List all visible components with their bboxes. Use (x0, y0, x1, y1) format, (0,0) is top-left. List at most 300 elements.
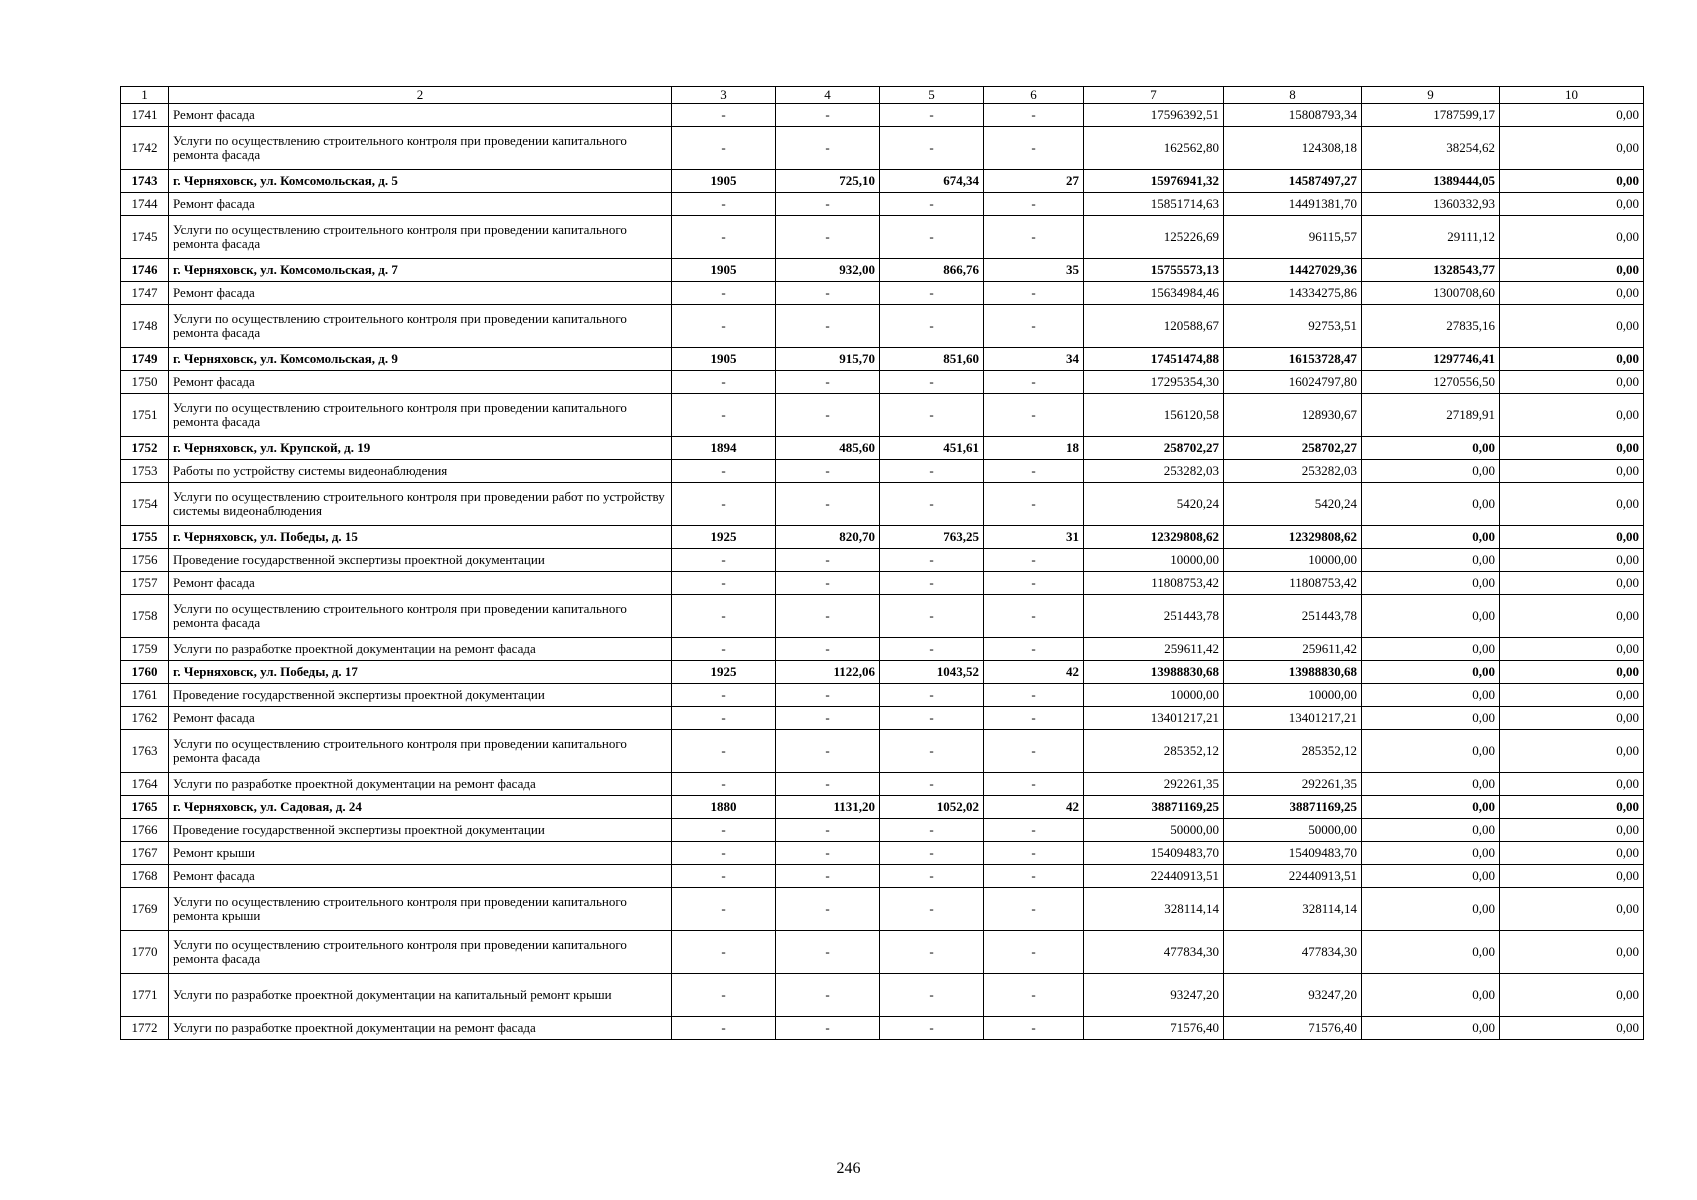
row-number-cell: 1761 (121, 684, 169, 707)
item-name-cell: Ремонт фасада (169, 707, 672, 730)
col7-cell: 258702,27 (1084, 437, 1224, 460)
column-header: 10 (1500, 87, 1644, 104)
col10-cell: 0,00 (1500, 796, 1644, 819)
col4-cell: - (776, 483, 880, 526)
col9-cell: 0,00 (1362, 460, 1500, 483)
col7-cell: 125226,69 (1084, 216, 1224, 259)
col8-cell: 14334275,86 (1224, 282, 1362, 305)
row-number-cell: 1741 (121, 104, 169, 127)
row-number-cell: 1767 (121, 842, 169, 865)
col7-cell: 93247,20 (1084, 974, 1224, 1017)
col5-cell: - (880, 572, 984, 595)
col6-cell: - (984, 127, 1084, 170)
col7-cell: 15976941,32 (1084, 170, 1224, 193)
col9-cell: 0,00 (1362, 888, 1500, 931)
col6-cell: - (984, 684, 1084, 707)
col8-cell: 11808753,42 (1224, 572, 1362, 595)
work-item-row (121, 1017, 1644, 1040)
address-row (121, 170, 1644, 193)
col5-cell: - (880, 730, 984, 773)
col10-cell: 0,00 (1500, 526, 1644, 549)
col3-cell: - (672, 216, 776, 259)
col5-cell: - (880, 483, 984, 526)
col6-cell: - (984, 888, 1084, 931)
col4-cell: 820,70 (776, 526, 880, 549)
col7-cell: 259611,42 (1084, 638, 1224, 661)
item-name-cell: Ремонт фасада (169, 865, 672, 888)
column-header: 4 (776, 87, 880, 104)
col3-cell: - (672, 684, 776, 707)
col10-cell: 0,00 (1500, 707, 1644, 730)
col4-cell: 915,70 (776, 348, 880, 371)
col10-cell: 0,00 (1500, 127, 1644, 170)
col8-cell: 10000,00 (1224, 684, 1362, 707)
col3-cell: - (672, 865, 776, 888)
col6-cell: - (984, 595, 1084, 638)
col6-cell: - (984, 773, 1084, 796)
work-item-row (121, 483, 1644, 526)
col5-cell: - (880, 216, 984, 259)
row-number-cell: 1758 (121, 595, 169, 638)
col8-cell: 16153728,47 (1224, 348, 1362, 371)
row-number-cell: 1747 (121, 282, 169, 305)
col6-cell: - (984, 549, 1084, 572)
col10-cell: 0,00 (1500, 483, 1644, 526)
item-name-cell: Ремонт фасада (169, 371, 672, 394)
row-number-cell: 1764 (121, 773, 169, 796)
work-item-row (121, 931, 1644, 974)
col7-cell: 5420,24 (1084, 483, 1224, 526)
col10-cell: 0,00 (1500, 305, 1644, 348)
col8-cell: 15808793,34 (1224, 104, 1362, 127)
col9-cell: 0,00 (1362, 572, 1500, 595)
col5-cell: - (880, 684, 984, 707)
col10-cell: 0,00 (1500, 595, 1644, 638)
row-number-cell: 1748 (121, 305, 169, 348)
row-number-cell: 1743 (121, 170, 169, 193)
item-name-cell: Ремонт фасада (169, 193, 672, 216)
col8-cell: 96115,57 (1224, 216, 1362, 259)
col7-cell: 50000,00 (1084, 819, 1224, 842)
col3-cell: - (672, 931, 776, 974)
col5-cell: - (880, 819, 984, 842)
col6-cell: - (984, 193, 1084, 216)
item-name-cell: Ремонт фасада (169, 572, 672, 595)
work-item-row (121, 730, 1644, 773)
col10-cell: 0,00 (1500, 193, 1644, 216)
col3-cell: - (672, 638, 776, 661)
work-item-row (121, 104, 1644, 127)
col9-cell: 0,00 (1362, 865, 1500, 888)
address-row (121, 437, 1644, 460)
page-number: 246 (836, 1160, 861, 1177)
col6-cell: - (984, 104, 1084, 127)
work-item-row (121, 127, 1644, 170)
col8-cell: 15409483,70 (1224, 842, 1362, 865)
col7-cell: 17295354,30 (1084, 371, 1224, 394)
col4-cell: - (776, 819, 880, 842)
col9-cell: 0,00 (1362, 931, 1500, 974)
work-item-row (121, 193, 1644, 216)
col7-cell: 292261,35 (1084, 773, 1224, 796)
item-name-cell: Проведение государственной экспертизы проектной документации (169, 549, 672, 572)
item-name-cell: г. Черняховск, ул. Комсомольская, д. 9 (169, 348, 672, 371)
col3-cell: 1905 (672, 259, 776, 282)
col6-cell: - (984, 974, 1084, 1017)
item-name-cell: г. Черняховск, ул. Победы, д. 17 (169, 661, 672, 684)
col9-cell: 0,00 (1362, 684, 1500, 707)
col8-cell: 10000,00 (1224, 549, 1362, 572)
col4-cell: - (776, 842, 880, 865)
col5-cell: 451,61 (880, 437, 984, 460)
col10-cell: 0,00 (1500, 460, 1644, 483)
col10-cell: 0,00 (1500, 842, 1644, 865)
col7-cell: 17596392,51 (1084, 104, 1224, 127)
col8-cell: 13988830,68 (1224, 661, 1362, 684)
col8-cell: 292261,35 (1224, 773, 1362, 796)
col8-cell: 14427029,36 (1224, 259, 1362, 282)
col3-cell: - (672, 394, 776, 437)
column-header: 1 (121, 87, 169, 104)
work-item-row (121, 707, 1644, 730)
row-number-cell: 1756 (121, 549, 169, 572)
col10-cell: 0,00 (1500, 216, 1644, 259)
col8-cell: 50000,00 (1224, 819, 1362, 842)
col10-cell: 0,00 (1500, 730, 1644, 773)
col3-cell: - (672, 305, 776, 348)
row-number-cell: 1745 (121, 216, 169, 259)
col4-cell: - (776, 974, 880, 1017)
col5-cell: - (880, 595, 984, 638)
col10-cell: 0,00 (1500, 819, 1644, 842)
col4-cell: - (776, 394, 880, 437)
col6-cell: - (984, 282, 1084, 305)
work-item-row (121, 595, 1644, 638)
item-name-cell: Ремонт фасада (169, 282, 672, 305)
row-number-cell: 1751 (121, 394, 169, 437)
work-item-row (121, 684, 1644, 707)
col7-cell: 285352,12 (1084, 730, 1224, 773)
col9-cell: 0,00 (1362, 730, 1500, 773)
row-number-cell: 1744 (121, 193, 169, 216)
item-name-cell: Проведение государственной экспертизы проектной документации (169, 684, 672, 707)
col9-cell: 0,00 (1362, 842, 1500, 865)
item-name-cell: Услуги по разработке проектной документации на капитальный ремонт крыши (169, 974, 672, 1017)
col5-cell: - (880, 888, 984, 931)
col9-cell: 1270556,50 (1362, 371, 1500, 394)
work-item-row (121, 572, 1644, 595)
col9-cell: 0,00 (1362, 595, 1500, 638)
col4-cell: - (776, 371, 880, 394)
col6-cell: 42 (984, 661, 1084, 684)
col3-cell: 1880 (672, 796, 776, 819)
item-name-cell: г. Черняховск, ул. Комсомольская, д. 7 (169, 259, 672, 282)
col7-cell: 12329808,62 (1084, 526, 1224, 549)
col3-cell: - (672, 1017, 776, 1040)
col8-cell: 38871169,25 (1224, 796, 1362, 819)
col9-cell: 0,00 (1362, 437, 1500, 460)
col8-cell: 92753,51 (1224, 305, 1362, 348)
col3-cell: - (672, 819, 776, 842)
col4-cell: - (776, 773, 880, 796)
col9-cell: 1360332,93 (1362, 193, 1500, 216)
address-row (121, 796, 1644, 819)
col6-cell: - (984, 216, 1084, 259)
item-name-cell: Услуги по разработке проектной документации на ремонт фасада (169, 638, 672, 661)
col6-cell: 34 (984, 348, 1084, 371)
col9-cell: 1389444,05 (1362, 170, 1500, 193)
col5-cell: - (880, 549, 984, 572)
address-row (121, 259, 1644, 282)
col8-cell: 16024797,80 (1224, 371, 1362, 394)
row-number-cell: 1768 (121, 865, 169, 888)
col4-cell: - (776, 888, 880, 931)
col4-cell: - (776, 707, 880, 730)
col4-cell: - (776, 572, 880, 595)
col5-cell: - (880, 842, 984, 865)
row-number-cell: 1763 (121, 730, 169, 773)
col3-cell: - (672, 572, 776, 595)
col4-cell: 1122,06 (776, 661, 880, 684)
col5-cell: - (880, 104, 984, 127)
col10-cell: 0,00 (1500, 394, 1644, 437)
item-name-cell: Услуги по разработке проектной документации на ремонт фасада (169, 1017, 672, 1040)
col8-cell: 477834,30 (1224, 931, 1362, 974)
col3-cell: 1925 (672, 526, 776, 549)
item-name-cell: Услуги по осуществлению строительного контроля при проведении капитального ремонта фасада (169, 394, 672, 437)
table-body (121, 104, 1644, 1040)
col6-cell: - (984, 931, 1084, 974)
item-name-cell: Услуги по разработке проектной документации на ремонт фасада (169, 773, 672, 796)
col7-cell: 15755573,13 (1084, 259, 1224, 282)
col9-cell: 1328543,77 (1362, 259, 1500, 282)
col4-cell: - (776, 127, 880, 170)
col9-cell: 0,00 (1362, 796, 1500, 819)
col8-cell: 259611,42 (1224, 638, 1362, 661)
col6-cell: 31 (984, 526, 1084, 549)
col6-cell: 35 (984, 259, 1084, 282)
col3-cell: - (672, 549, 776, 572)
work-item-row (121, 638, 1644, 661)
col5-cell: - (880, 931, 984, 974)
address-row (121, 348, 1644, 371)
col8-cell: 93247,20 (1224, 974, 1362, 1017)
col7-cell: 253282,03 (1084, 460, 1224, 483)
col7-cell: 13988830,68 (1084, 661, 1224, 684)
item-name-cell: Услуги по осуществлению строительного контроля при проведении капитального ремонта фасада (169, 730, 672, 773)
item-name-cell: Услуги по осуществлению строительного контроля при проведении капитального ремонта фасада (169, 216, 672, 259)
column-header: 8 (1224, 87, 1362, 104)
col7-cell: 15851714,63 (1084, 193, 1224, 216)
column-header: 3 (672, 87, 776, 104)
work-item-row (121, 282, 1644, 305)
col3-cell: - (672, 104, 776, 127)
work-item-row (121, 216, 1644, 259)
row-number-cell: 1750 (121, 371, 169, 394)
item-name-cell: Услуги по осуществлению строительного контроля при проведении капитального ремонта крыши (169, 888, 672, 931)
col7-cell: 10000,00 (1084, 684, 1224, 707)
col5-cell: - (880, 707, 984, 730)
col6-cell: 18 (984, 437, 1084, 460)
row-number-cell: 1759 (121, 638, 169, 661)
col5-cell: 674,34 (880, 170, 984, 193)
col5-cell: - (880, 305, 984, 348)
col8-cell: 12329808,62 (1224, 526, 1362, 549)
row-number-cell: 1757 (121, 572, 169, 595)
col8-cell: 285352,12 (1224, 730, 1362, 773)
col7-cell: 15634984,46 (1084, 282, 1224, 305)
col4-cell: - (776, 730, 880, 773)
col5-cell: - (880, 773, 984, 796)
col8-cell: 251443,78 (1224, 595, 1362, 638)
col5-cell: 1052,02 (880, 796, 984, 819)
row-number-cell: 1772 (121, 1017, 169, 1040)
col8-cell: 328114,14 (1224, 888, 1362, 931)
col4-cell: - (776, 638, 880, 661)
col7-cell: 156120,58 (1084, 394, 1224, 437)
col8-cell: 124308,18 (1224, 127, 1362, 170)
col6-cell: 42 (984, 796, 1084, 819)
col6-cell: 27 (984, 170, 1084, 193)
work-item-row (121, 305, 1644, 348)
col10-cell: 0,00 (1500, 549, 1644, 572)
item-name-cell: Услуги по осуществлению строительного контроля при проведении капитального ремонта фасада (169, 931, 672, 974)
item-name-cell: Ремонт фасада (169, 104, 672, 127)
col3-cell: - (672, 730, 776, 773)
col10-cell: 0,00 (1500, 1017, 1644, 1040)
work-item-row (121, 888, 1644, 931)
col9-cell: 1297746,41 (1362, 348, 1500, 371)
col10-cell: 0,00 (1500, 931, 1644, 974)
col9-cell: 0,00 (1362, 773, 1500, 796)
col3-cell: 1925 (672, 661, 776, 684)
col7-cell: 71576,40 (1084, 1017, 1224, 1040)
col3-cell: - (672, 842, 776, 865)
row-number-cell: 1762 (121, 707, 169, 730)
row-number-cell: 1769 (121, 888, 169, 931)
row-number-cell: 1760 (121, 661, 169, 684)
col8-cell: 14587497,27 (1224, 170, 1362, 193)
col4-cell: - (776, 282, 880, 305)
col5-cell: - (880, 282, 984, 305)
row-number-cell: 1755 (121, 526, 169, 549)
col5-cell: 763,25 (880, 526, 984, 549)
col10-cell: 0,00 (1500, 572, 1644, 595)
col7-cell: 328114,14 (1084, 888, 1224, 931)
col4-cell: - (776, 549, 880, 572)
col7-cell: 120588,67 (1084, 305, 1224, 348)
work-item-row (121, 460, 1644, 483)
col4-cell: - (776, 216, 880, 259)
col3-cell: - (672, 974, 776, 1017)
col6-cell: - (984, 638, 1084, 661)
row-number-cell: 1766 (121, 819, 169, 842)
col4-cell: - (776, 595, 880, 638)
col9-cell: 0,00 (1362, 549, 1500, 572)
col3-cell: - (672, 595, 776, 638)
col3-cell: - (672, 193, 776, 216)
col9-cell: 38254,62 (1362, 127, 1500, 170)
row-number-cell: 1746 (121, 259, 169, 282)
col3-cell: - (672, 773, 776, 796)
col6-cell: - (984, 305, 1084, 348)
col9-cell: 27189,91 (1362, 394, 1500, 437)
row-number-cell: 1742 (121, 127, 169, 170)
column-header: 6 (984, 87, 1084, 104)
item-name-cell: Услуги по осуществлению строительного контроля при проведении капитального ремонта фасада (169, 595, 672, 638)
col9-cell: 0,00 (1362, 819, 1500, 842)
col9-cell: 1300708,60 (1362, 282, 1500, 305)
row-number-cell: 1749 (121, 348, 169, 371)
column-header: 7 (1084, 87, 1224, 104)
col3-cell: - (672, 371, 776, 394)
col8-cell: 5420,24 (1224, 483, 1362, 526)
col10-cell: 0,00 (1500, 684, 1644, 707)
row-number-cell: 1753 (121, 460, 169, 483)
col10-cell: 0,00 (1500, 974, 1644, 1017)
row-number-cell: 1765 (121, 796, 169, 819)
col7-cell: 13401217,21 (1084, 707, 1224, 730)
col6-cell: - (984, 483, 1084, 526)
col3-cell: 1894 (672, 437, 776, 460)
col10-cell: 0,00 (1500, 888, 1644, 931)
col9-cell: 29111,12 (1362, 216, 1500, 259)
col4-cell: - (776, 931, 880, 974)
item-name-cell: г. Черняховск, ул. Крупской, д. 19 (169, 437, 672, 460)
item-name-cell: Услуги по осуществлению строительного контроля при проведении работ по устройству системы видеонаблюдения (169, 483, 672, 526)
col3-cell: 1905 (672, 348, 776, 371)
col4-cell: - (776, 1017, 880, 1040)
col8-cell: 14491381,70 (1224, 193, 1362, 216)
col8-cell: 13401217,21 (1224, 707, 1362, 730)
col10-cell: 0,00 (1500, 104, 1644, 127)
col5-cell: - (880, 394, 984, 437)
col8-cell: 253282,03 (1224, 460, 1362, 483)
col6-cell: - (984, 371, 1084, 394)
col7-cell: 477834,30 (1084, 931, 1224, 974)
row-number-cell: 1754 (121, 483, 169, 526)
col8-cell: 71576,40 (1224, 1017, 1362, 1040)
col5-cell: - (880, 371, 984, 394)
col5-cell: - (880, 1017, 984, 1040)
item-name-cell: Услуги по осуществлению строительного контроля при проведении капитального ремонта фасада (169, 305, 672, 348)
work-item-row (121, 819, 1644, 842)
col10-cell: 0,00 (1500, 371, 1644, 394)
col7-cell: 17451474,88 (1084, 348, 1224, 371)
col6-cell: - (984, 460, 1084, 483)
col4-cell: 485,60 (776, 437, 880, 460)
col4-cell: 725,10 (776, 170, 880, 193)
col8-cell: 22440913,51 (1224, 865, 1362, 888)
item-name-cell: г. Черняховск, ул. Комсомольская, д. 5 (169, 170, 672, 193)
col6-cell: - (984, 865, 1084, 888)
col8-cell: 128930,67 (1224, 394, 1362, 437)
col10-cell: 0,00 (1500, 348, 1644, 371)
col5-cell: 851,60 (880, 348, 984, 371)
col6-cell: - (984, 1017, 1084, 1040)
work-item-row (121, 549, 1644, 572)
col6-cell: - (984, 707, 1084, 730)
col7-cell: 38871169,25 (1084, 796, 1224, 819)
register-table (120, 86, 1644, 1040)
col5-cell: - (880, 638, 984, 661)
item-name-cell: г. Черняховск, ул. Победы, д. 15 (169, 526, 672, 549)
col9-cell: 1787599,17 (1362, 104, 1500, 127)
col5-cell: 866,76 (880, 259, 984, 282)
col9-cell: 0,00 (1362, 483, 1500, 526)
row-number-cell: 1752 (121, 437, 169, 460)
col7-cell: 162562,80 (1084, 127, 1224, 170)
